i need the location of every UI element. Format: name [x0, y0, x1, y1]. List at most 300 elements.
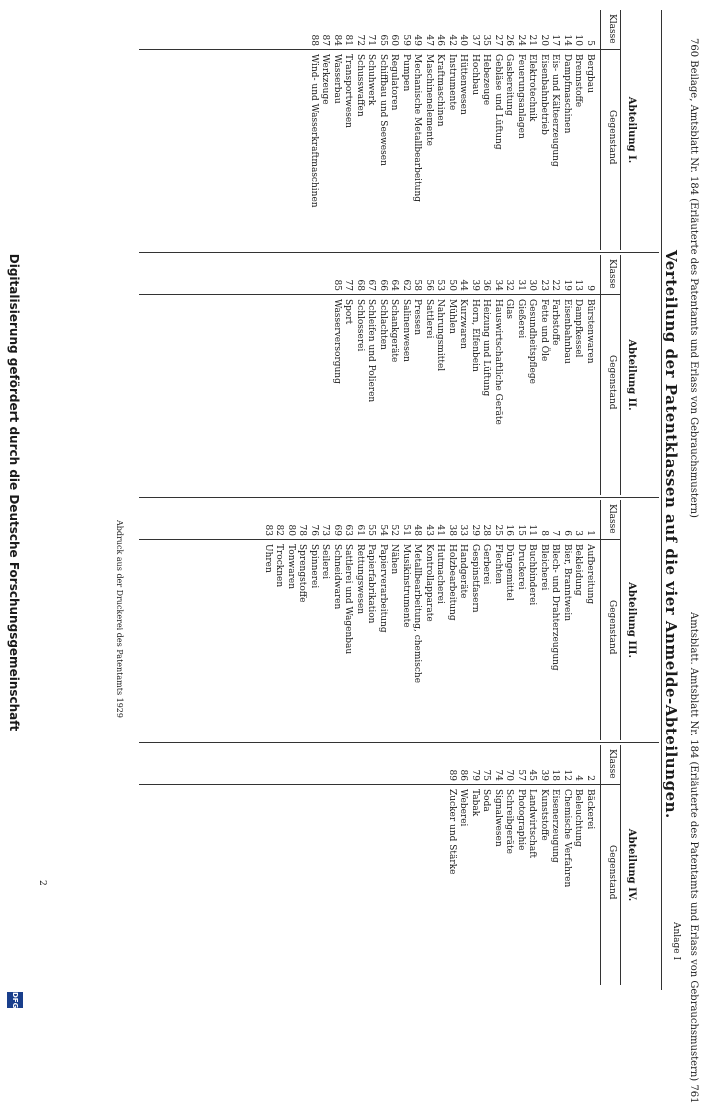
table-row: [492, 255, 504, 495]
table-row: [331, 255, 343, 495]
gegenstand-text: Bäckerei: [585, 789, 595, 830]
klasse-number: 87: [320, 34, 331, 46]
gegenstand-text: Regulatoren: [389, 54, 400, 111]
klasse-number: 6: [562, 530, 572, 536]
table-row: [561, 500, 573, 740]
klasse-number: 61: [355, 524, 365, 536]
gegenstand-text: Glas: [504, 299, 515, 320]
table-row: [492, 500, 504, 740]
klasse-number: 14: [562, 34, 572, 46]
table-row: [469, 745, 481, 985]
gegenstand-text: Weberei: [458, 789, 469, 827]
klasse-number: 40: [458, 34, 469, 46]
table-row: [526, 745, 538, 985]
table-row: [515, 255, 527, 495]
klasse-number: 74: [493, 769, 503, 781]
table-rule: [620, 10, 621, 250]
gegenstand-text: Transportwesen: [343, 54, 354, 128]
table-row: [434, 500, 446, 740]
gegenstand-text: Kontrollapparate: [424, 544, 434, 622]
table-row: [549, 255, 561, 495]
abteilung-title: Abteilung III.: [626, 582, 637, 658]
klasse-number: 81: [343, 34, 354, 46]
running-header-left: 760 Beilage, Amtsblatt Nr. 184 (Erläuterte des Patentamts und Erlass von Gebrauchsmustern): [688, 38, 699, 518]
gegenstand-text: Pressen: [412, 299, 423, 336]
gegenstand-text: Hochbau: [470, 54, 480, 96]
anlage-label: Anlage I: [671, 922, 681, 961]
klasse-number: 17: [550, 34, 561, 46]
klasse-number: 56: [424, 279, 434, 291]
gegenstand-text: Gasbereitung: [504, 54, 515, 116]
table-row: [296, 500, 308, 740]
gegenstand-text: Gießerei: [516, 299, 526, 339]
table-row: [561, 255, 573, 495]
klasse-number: 51: [401, 524, 411, 536]
klasse-number: 11: [527, 524, 538, 536]
gegenstand-text: Horn, Elfenbein: [470, 299, 480, 372]
klasse-number: 50: [447, 279, 457, 291]
gegenstand-text: Gespinstfasern: [470, 544, 480, 613]
table-body: [446, 745, 596, 985]
klasse-number: 73: [320, 524, 331, 536]
klasse-number: 58: [412, 279, 423, 291]
gegenstand-text: Holzbearbeitung: [447, 544, 457, 621]
gegenstand-text: Papierfabrikation: [366, 544, 377, 624]
klasse-number: 78: [297, 524, 308, 536]
table-body: [308, 10, 596, 250]
gegenstand-text: Heizung und Lüftung: [481, 299, 492, 397]
klasse-number: 68: [355, 279, 365, 291]
gegenstand-text: Bleicherei: [539, 544, 549, 591]
dfg-logo: DFG: [7, 992, 23, 1008]
klasse-number: 85: [332, 279, 342, 291]
table-row: [572, 10, 584, 250]
gegenstand-text: Schiffbau und Seewesen: [378, 54, 388, 166]
column-header-klasse: Klasse: [607, 749, 617, 779]
klasse-number: 70: [504, 769, 515, 781]
klasse-number: 37: [470, 34, 480, 46]
gegenstand-text: Bekleidung: [573, 544, 584, 596]
table-rule: [620, 500, 621, 740]
table-row: [446, 745, 458, 985]
table-row: [400, 10, 412, 250]
abteilung-title: Abteilung II.: [626, 339, 637, 411]
klasse-number: 86: [458, 769, 469, 781]
gegenstand-text: Musikinstrumente: [401, 544, 411, 628]
table-row: [342, 500, 354, 740]
table-row: [480, 255, 492, 495]
table-row: [319, 500, 331, 740]
gegenstand-text: Bergbau: [585, 54, 595, 93]
section-divider: [139, 497, 659, 498]
gegenstand-text: Landwirtschaft: [527, 789, 538, 859]
gegenstand-text: Wind- und Wasserkraftmaschinen: [309, 54, 319, 208]
table-row: [492, 745, 504, 985]
klasse-number: 44: [458, 279, 469, 291]
klasse-number: 60: [389, 34, 400, 46]
table-row: [285, 500, 297, 740]
klasse-number: 31: [516, 279, 526, 291]
gegenstand-text: Uhren: [263, 544, 273, 573]
table-row: [549, 500, 561, 740]
gegenstand-text: Buchbinderei: [527, 544, 538, 606]
gegenstand-text: Schankgeräte: [389, 299, 400, 363]
abteilung-section: [139, 10, 659, 250]
gegenstand-text: Dampfkessel: [573, 299, 584, 358]
abteilung-section: [139, 500, 659, 740]
table-row: [434, 255, 446, 495]
gegenstand-text: Hauswirtschaftliche Geräte: [493, 299, 503, 425]
gegenstand-text: Schlosserei: [355, 299, 365, 352]
gegenstand-text: Schleifen und Polieren: [366, 299, 377, 403]
table-row: [538, 255, 550, 495]
gegenstand-text: Eis- und Kälteerzeugung: [550, 54, 561, 167]
gegenstand-text: Wasserversorgung: [332, 299, 342, 384]
table-row: [434, 10, 446, 250]
digitization-credit: Digitalisierung gefördert durch die Deutsche Forschungsgemeinschaft: [7, 253, 21, 732]
klasse-number: 83: [263, 524, 273, 536]
table-row: [549, 10, 561, 250]
column-header-gegenstand: Gegenstand: [607, 110, 617, 165]
klasse-number: 16: [504, 524, 515, 536]
gegenstand-text: Druckerei: [516, 544, 526, 590]
table-row: [365, 500, 377, 740]
table-row: [411, 255, 423, 495]
klasse-number: 4: [573, 775, 584, 781]
gegenstand-text: Farbstoffe: [550, 299, 561, 346]
column-header-gegenstand: Gegenstand: [607, 845, 617, 900]
klasse-number: 36: [481, 279, 492, 291]
page-title: Verteilung der Patentklassen auf die vier Anmelde-Abteilungen.: [662, 250, 680, 819]
table-row: [538, 500, 550, 740]
gegenstand-text: Schreibgeräte: [504, 789, 515, 854]
klasse-number: 42: [447, 34, 457, 46]
gegenstand-text: Nähen: [389, 544, 400, 575]
gegenstand-text: Wasserbau: [332, 54, 342, 104]
table-row: [388, 10, 400, 250]
table-row: [319, 10, 331, 250]
gegenstand-text: Feuerungsanlagen: [516, 54, 526, 139]
klasse-number: 82: [274, 524, 285, 536]
klasse-number: 24: [516, 34, 526, 46]
abteilung-title: Abteilung IV.: [626, 828, 637, 902]
klasse-number: 67: [366, 279, 377, 291]
klasse-number: 54: [378, 524, 388, 536]
table-row: [572, 500, 584, 740]
klasse-number: 3: [573, 530, 584, 536]
column-header-klasse: Klasse: [607, 14, 617, 44]
klasse-number: 63: [343, 524, 354, 536]
table-row: [469, 10, 481, 250]
table-row: [572, 255, 584, 495]
table-row: [503, 10, 515, 250]
table-row: [331, 10, 343, 250]
gegenstand-text: Papierverarbeitung: [378, 544, 388, 633]
table-row: [480, 745, 492, 985]
klasse-number: 15: [516, 524, 526, 536]
klasse-number: 10: [573, 34, 584, 46]
table-row: [377, 255, 389, 495]
klasse-number: 88: [309, 34, 319, 46]
table-row: [262, 500, 274, 740]
klasse-number: 1: [585, 530, 595, 536]
running-header-right: Amtsblatt. Amtsblatt Nr. 184 (Erläuterte des Patentamts und Erlass von Gebrauchsmustern) 761: [688, 612, 699, 1103]
gegenstand-text: Mühlen: [447, 299, 457, 334]
klasse-number: 34: [493, 279, 503, 291]
table-rule: [600, 10, 601, 250]
table-row: [457, 10, 469, 250]
klasse-number: 53: [435, 279, 446, 291]
klasse-number: 39: [470, 279, 480, 291]
gegenstand-text: Blech- und Drahterzeugung: [550, 544, 561, 671]
table-row: [446, 500, 458, 740]
table-row: [503, 500, 515, 740]
klasse-number: 22: [550, 279, 561, 291]
table-row: [423, 10, 435, 250]
table-row: [342, 10, 354, 250]
klasse-number: 39: [539, 769, 549, 781]
klasse-number: 23: [539, 279, 549, 291]
gegenstand-text: Sprengstoffe: [297, 544, 308, 603]
klasse-number: 12: [562, 769, 572, 781]
klasse-number: 5: [585, 40, 595, 46]
gegenstand-text: Dampfmaschinen: [562, 54, 572, 134]
gegenstand-text: Sattlerei und Wagenbau: [343, 544, 354, 655]
table-row: [515, 10, 527, 250]
table-rule: [620, 745, 621, 985]
table-row: [411, 500, 423, 740]
klasse-number: 43: [424, 524, 434, 536]
gegenstand-text: Werkzeuge: [320, 54, 331, 105]
table-row: [584, 745, 596, 985]
gegenstand-text: Kunststoffe: [539, 789, 549, 841]
gegenstand-text: Salinenwesen: [401, 299, 411, 362]
table-row: [400, 255, 412, 495]
table-row: [400, 500, 412, 740]
gegenstand-text: Instrumente: [447, 54, 457, 111]
klasse-number: 64: [389, 279, 400, 291]
table-row: [273, 500, 285, 740]
column-header-gegenstand: Gegenstand: [607, 355, 617, 410]
klasse-number: 71: [366, 34, 377, 46]
table-row: [377, 500, 389, 740]
klasse-number: 41: [435, 524, 446, 536]
table-row: [584, 10, 596, 250]
gegenstand-text: Eisenbahnbetrieb: [539, 54, 549, 135]
table-row: [354, 10, 366, 250]
gegenstand-text: Hebezeuge: [481, 54, 492, 106]
klasse-number: 77: [343, 279, 354, 291]
klasse-number: 35: [481, 34, 492, 46]
table-row: [480, 500, 492, 740]
gegenstand-text: Eisenbahnbau: [562, 299, 572, 364]
gegenstand-text: Schlachten: [378, 299, 388, 350]
section-divider: [139, 742, 659, 743]
table-row: [446, 255, 458, 495]
klasse-number: 32: [504, 279, 515, 291]
gegenstand-text: Trocknen: [274, 544, 285, 588]
gegenstand-text: Gesundheitspflege: [527, 299, 538, 384]
gegenstand-text: Schuhwerk: [366, 54, 377, 106]
table-row: [331, 500, 343, 740]
klasse-number: 18: [550, 769, 561, 781]
klasse-number: 80: [286, 524, 296, 536]
gegenstand-text: Bürstenwaren: [585, 299, 595, 364]
gegenstand-text: Schusswaffen: [355, 54, 365, 117]
klasse-number: 28: [481, 524, 492, 536]
klasse-number: 26: [504, 34, 515, 46]
table-row: [526, 10, 538, 250]
klasse-number: 25: [493, 524, 503, 536]
table-row: [342, 255, 354, 495]
table-rule: [600, 745, 601, 985]
gegenstand-text: Chemische Verfahren: [562, 789, 572, 888]
klasse-number: 2: [585, 775, 595, 781]
table-row: [308, 500, 320, 740]
gegenstand-text: Gerberei: [481, 544, 492, 585]
table-row: [457, 745, 469, 985]
table-row: [492, 10, 504, 250]
gegenstand-text: Flechten: [493, 544, 503, 585]
klasse-number: 21: [527, 34, 538, 46]
gegenstand-text: Zucker und Stärke: [447, 789, 457, 875]
gegenstand-text: Nahrungsmittel: [435, 299, 446, 372]
klasse-number: 65: [378, 34, 388, 46]
gegenstand-text: Soda: [481, 789, 492, 812]
klasse-number: 33: [458, 524, 469, 536]
klasse-number: 49: [412, 34, 423, 46]
klasse-number: 47: [424, 34, 434, 46]
table-row: [469, 255, 481, 495]
klasse-number: 7: [550, 530, 561, 536]
gegenstand-text: Kurzwaren: [458, 299, 469, 349]
table-row: [572, 745, 584, 985]
abteilung-section: [139, 255, 659, 495]
gegenstand-text: Hüttenwesen: [458, 54, 469, 115]
gegenstand-text: Fette und Öle: [539, 299, 549, 362]
gegenstand-text: Brennstoffe: [573, 54, 584, 108]
table-body: [262, 500, 596, 740]
klasse-number: 46: [435, 34, 446, 46]
gegenstand-text: Elektrotechnik: [527, 54, 538, 122]
table-row: [423, 500, 435, 740]
klasse-number: 45: [527, 769, 538, 781]
table-row: [388, 255, 400, 495]
table-row: [503, 255, 515, 495]
gegenstand-text: Sport: [343, 299, 354, 325]
table-row: [365, 10, 377, 250]
gegenstand-text: Schneidwaren: [332, 544, 342, 610]
gegenstand-text: Photographie: [516, 789, 526, 851]
top-rule: [661, 10, 662, 990]
gegenstand-text: Düngemittel: [504, 544, 515, 601]
klasse-number: 8: [539, 530, 549, 536]
table-row: [538, 745, 550, 985]
gegenstand-text: Bier, Branntwein: [562, 544, 572, 622]
klasse-number: 59: [401, 34, 411, 46]
table-row: [388, 500, 400, 740]
klasse-number: 27: [493, 34, 503, 46]
klasse-number: 66: [378, 279, 388, 291]
gegenstand-text: Pumpen: [401, 54, 411, 92]
table-row: [561, 10, 573, 250]
table-row: [538, 10, 550, 250]
gegenstand-text: Aufbereitung: [585, 544, 595, 605]
table-row: [515, 745, 527, 985]
column-header-gegenstand: Gegenstand: [607, 600, 617, 655]
table-row: [515, 500, 527, 740]
klasse-number: 30: [527, 279, 538, 291]
klasse-number: 75: [481, 769, 492, 781]
section-divider: [139, 252, 659, 253]
klasse-number: 55: [366, 524, 377, 536]
table-rule: [600, 255, 601, 495]
gegenstand-text: Spinnerei: [309, 544, 319, 589]
table-row: [377, 10, 389, 250]
table-row: [457, 500, 469, 740]
table-row: [354, 500, 366, 740]
table-row: [549, 745, 561, 985]
table-row: [480, 10, 492, 250]
gegenstand-text: Gebläse und Lüftung: [493, 54, 503, 150]
gegenstand-text: Kraftmaschinen: [435, 54, 446, 127]
gegenstand-text: Tabak: [470, 789, 480, 817]
table-row: [308, 10, 320, 250]
table-row: [446, 10, 458, 250]
gegenstand-text: Eisenerzeugung: [550, 789, 561, 863]
table-row: [354, 255, 366, 495]
klasse-number: 57: [516, 769, 526, 781]
table-row: [584, 500, 596, 740]
table-row: [411, 10, 423, 250]
table-row: [584, 255, 596, 495]
gegenstand-text: Beleuchtung: [573, 789, 584, 847]
footnote: Abdruck aus der Druckerei des Patentamts 1929: [115, 520, 124, 718]
table-rule: [620, 255, 621, 495]
gegenstand-text: Handgeräte: [458, 544, 469, 599]
gegenstand-text: Rettungswesen: [355, 544, 365, 615]
klasse-number: 84: [332, 34, 342, 46]
klasse-number: 29: [470, 524, 480, 536]
table-row: [457, 255, 469, 495]
gegenstand-text: Sattlerei: [424, 299, 434, 339]
abteilung-section: [139, 745, 659, 985]
table-body: [331, 255, 596, 495]
table-row: [526, 255, 538, 495]
klasse-number: 13: [573, 279, 584, 291]
table-row: [365, 255, 377, 495]
gegenstand-text: Hutmacherei: [435, 544, 446, 604]
klasse-number: 52: [389, 524, 400, 536]
table-row: [503, 745, 515, 985]
klasse-number: 9: [585, 285, 595, 291]
table-row: [526, 500, 538, 740]
gegenstand-text: Tonwaren: [286, 544, 296, 590]
klasse-number: 76: [309, 524, 319, 536]
gegenstand-text: Seilerei: [320, 544, 331, 580]
klasse-number: 79: [470, 769, 480, 781]
abteilung-title: Abteilung I.: [626, 96, 637, 164]
table-row: [561, 745, 573, 985]
klasse-number: 19: [562, 279, 572, 291]
page-number: 2: [37, 880, 47, 886]
klasse-number: 20: [539, 34, 549, 46]
gegenstand-text: Mechanische Metallbearbeitung: [412, 54, 423, 203]
table-rule: [600, 500, 601, 740]
gegenstand-text: Signalwesen: [493, 789, 503, 847]
gegenstand-text: Metallbearbeitung, chemische: [412, 544, 423, 684]
klasse-number: 48: [412, 524, 423, 536]
